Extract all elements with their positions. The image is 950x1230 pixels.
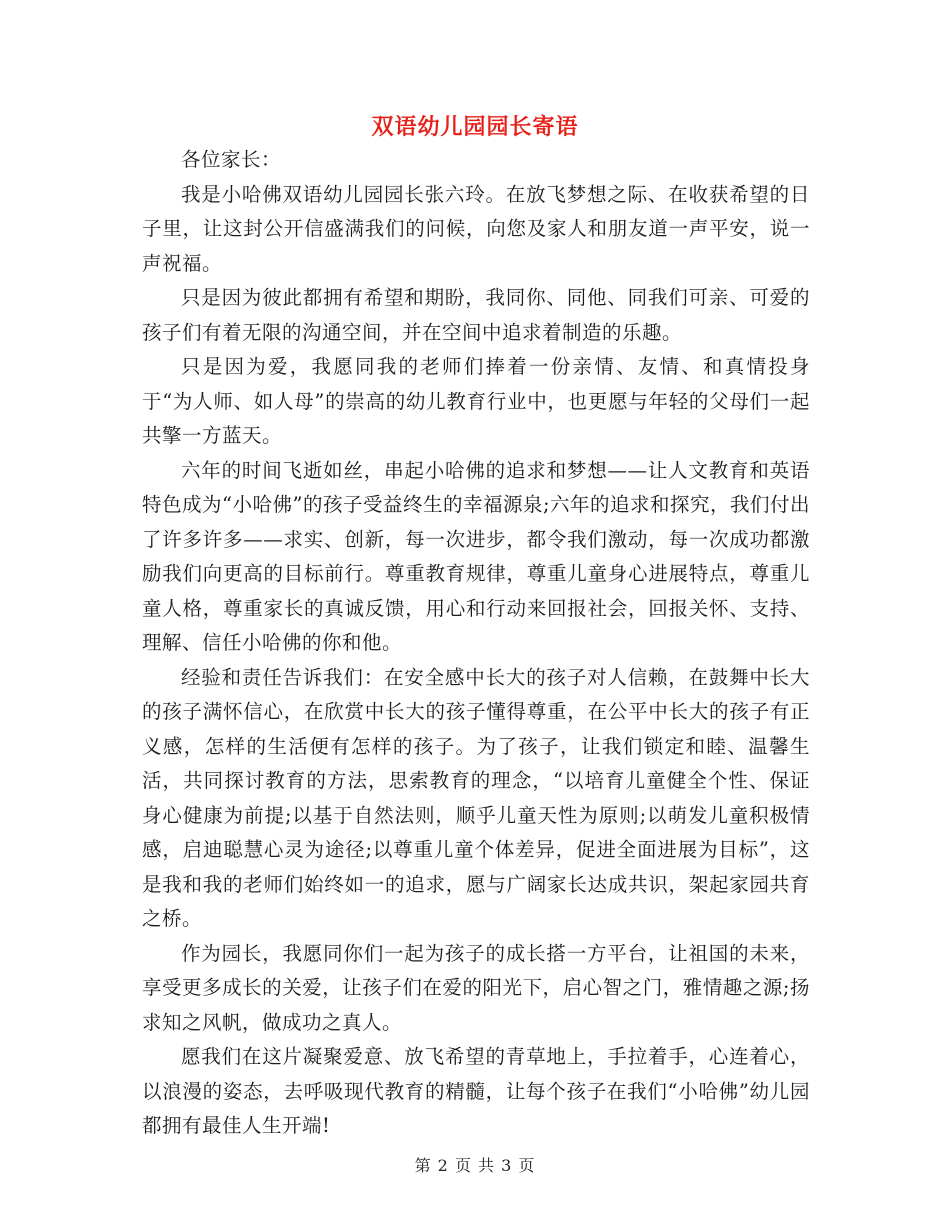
paragraph-love: 只是因为爱，我愿同我的老师们捧着一份亲情、友情、和真情投身于“为人师、如人母”的崇高的幼儿教育行业中，也更愿与年轻的父母们一起共擎一方蓝天。	[142, 355, 810, 447]
paragraph-hope: 只是因为彼此都拥有希望和期盼，我同你、同他、同我们可亲、可爱的孩子们有着无限的沟通空间，并在空间中追求着制造的乐趣。	[142, 286, 810, 344]
paragraph-principal: 作为园长，我愿同你们一起为孩子的成长搭一方平台，让祖国的未来，享受更多成长的关爱，让孩子们在爱的阳光下，启心智之门，雅情趣之源;扬求知之风帆，做成功之真人。	[142, 941, 810, 1034]
document-body	[142, 143, 810, 1144]
salutation: 各位家长：	[181, 148, 282, 171]
paragraph-experience: 经验和责任告诉我们：在安全感中长大的孩子对人信赖，在鼓舞中长大的孩子满怀信心，在欣赏中长大的孩子懂得尊重，在公平中长大的孩子有正义感，怎样的生活便有怎样的孩子。为了孩子，让我们锁定和睦、温馨生活，共同探讨教育的方法，思索教育的理念，“以培育儿童健全个性、保证身心健康为前提;以基于自然法则，顺乎儿童天性为原则;以萌发儿童积极情感，启迪聪慧心灵为途径;以尊重儿童个体差异，促进全面进展为目标”，这是我和我的老师们始终如一的追求，愿与广阔家长达成共识，架起家园共育之桥。	[142, 665, 810, 930]
page-number-footer: 第 2 页 共 3 页	[414, 1156, 536, 1175]
document-title: 双语幼儿园园长寄语	[371, 114, 579, 140]
paragraph-six-years: 六年的时间飞逝如丝，串起小哈佛的追求和梦想——让人文教育和英语特色成为“小哈佛”的孩子受益终生的幸福源泉;六年的追求和探究，我们付出了许多许多——求实、创新，每一次进步，都令我们激动，每一次成功都激励我们向更高的目标前行。尊重教育规律，尊重儿童身心进展特点，尊重儿童人格，尊重家长的真诚反馈，用心和行动来回报社会，回报关怀、支持、理解、信任小哈佛的你和他。	[142, 458, 811, 654]
paragraph-closing: 愿我们在这片凝聚爱意、放飞希望的青草地上，手拉着手，心连着心，以浪漫的姿态，去呼吸现代教育的精髓，让每个孩子在我们“小哈佛”幼儿园都拥有最佳人生开端!	[142, 1045, 810, 1137]
paragraph-intro: 我是小哈佛双语幼儿园园长张六玲。在放飞梦想之际、在收获希望的日子里，让这封公开信盛满我们的问候，向您及家人和朋友道一声平安，说一声祝福。	[142, 182, 810, 275]
